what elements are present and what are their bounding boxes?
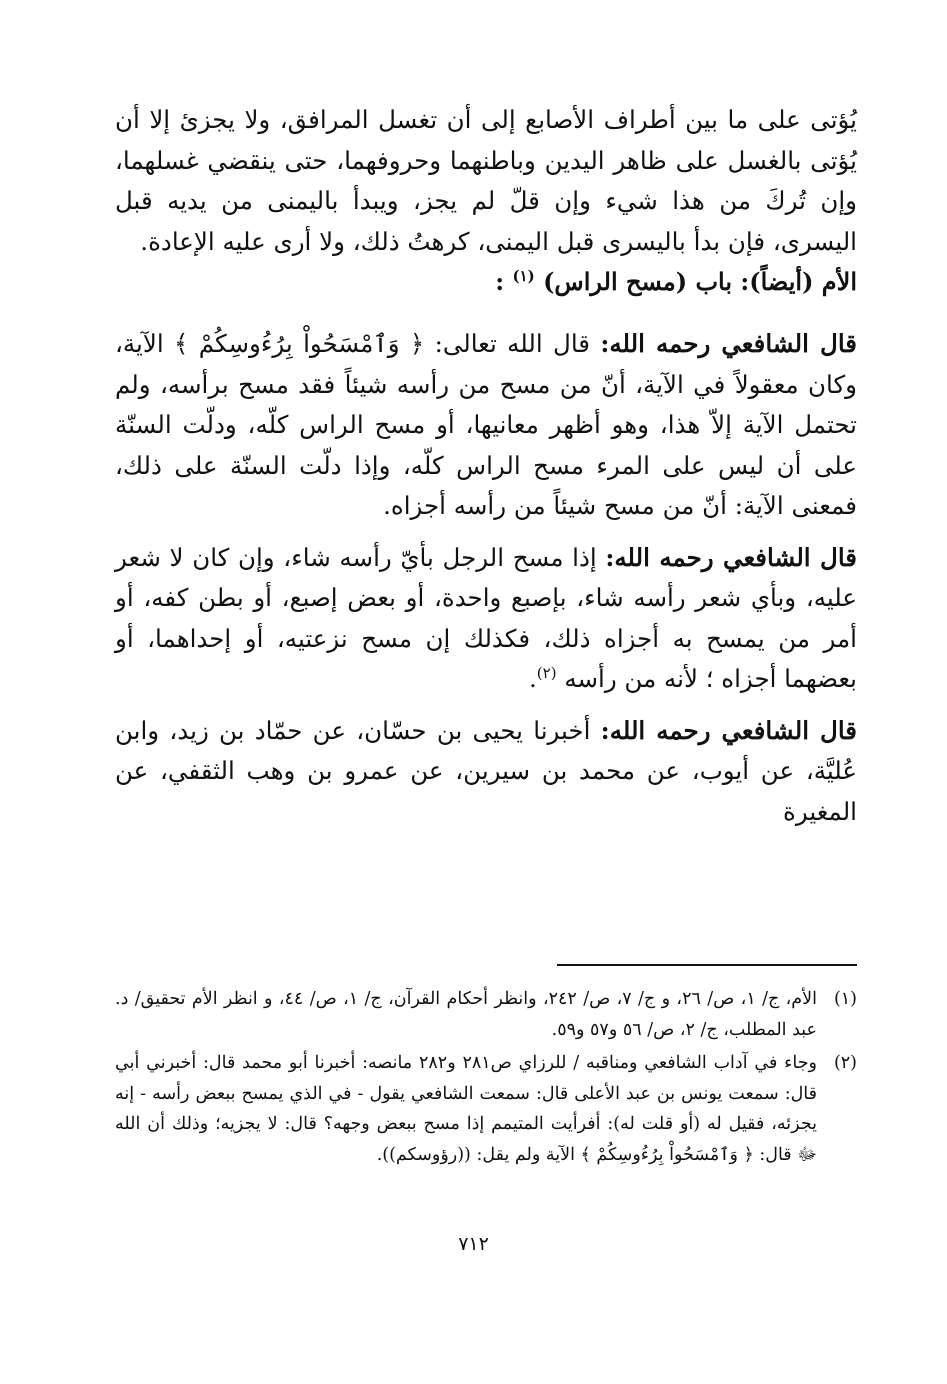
paragraph-text: قال الله تعالى: ﴿ وَٱمْسَحُواْ بِرُءُوسِكُمْ ﴾ الآية، وكان معقولاً في الآية، أنّ من مسح من رأسه شيئاً فقد مسح برأسه، ولم تحتمل الآية إلاّ هذا، وهو أظهر معانيها، أو مسح الراس كلّه، ودلّت السنّة على أن ليس على المرء مسح الراس كلّه، وإذا دلّت السنّة على ذلك، فمعنى الآية: أنّ من مسح شيئاً من رأسه أجزاه.	[115, 329, 857, 520]
footnote-number: (١)	[833, 989, 857, 1009]
footnote-ref-2[interactable]: (٢)	[536, 663, 557, 682]
footnote-separator	[557, 964, 857, 966]
section-heading	[115, 262, 857, 302]
paragraph-shafii-1	[115, 324, 857, 527]
footnote-1	[115, 984, 857, 1045]
footnote-text: الأم، ج/ ١، ص/ ٢٦، و ج/ ٧، ص/ ٢٤٢، وانظر أحكام القرآن، ج/ ١، ص/ ٤٤، و انظر الأم تحقيق/ د. عبد المطلب، ج/ ٢، ص/ ٥٦ و٥٧ و٥٩.	[115, 989, 817, 1040]
main-text	[115, 100, 857, 832]
page-number: ٧١٢	[458, 1233, 489, 1255]
paragraph-shafii-3	[115, 711, 857, 833]
footnote-ref-1[interactable]: (١)	[512, 267, 535, 285]
paragraph-text: إذا مسح الرجل بأيّ رأسه شاء، وإن كان لا شعر عليه، وبأي شعر رأسه شاء، بإصبع واحدة، أو بعض إصبع، أو بطن كفه، أو أمر من يمسح به أجزاه ذلك، فكذلك إن مسح نزعتيه، أو إحداهما، أو بعضهما أجزاه ؛ لأنه من رأسه	[115, 542, 857, 693]
paragraph-text: أخبرنا يحيى بن حسّان، عن حمّاد بن زيد، وابن عُليَّة، عن أيوب، عن محمد بن سيرين، عن عمرو بن وهب الثقفي، عن المغيرة	[115, 715, 857, 826]
footnotes	[115, 984, 857, 1173]
paragraph-shafii-2	[115, 538, 857, 700]
section-heading-colon: :	[495, 267, 505, 296]
section-heading-title: الأم (أيضاً): باب (مسح الراس)	[543, 267, 857, 296]
footnote-2	[115, 1048, 857, 1170]
speaker-label: قال الشافعي رحمه الله:	[600, 329, 857, 358]
speaker-label: قال الشافعي رحمه الله:	[600, 715, 857, 745]
footnote-text: وجاء في آداب الشافعي ومناقبه / للرزاي ص٢٨١ و٢٨٢ مانصه: أخبرنا أبو محمد قال: أخبرني أبي قال: سمعت يونس بن عبد الأعلى قال: سمعت الشافعي يقول - في الذي يمسح ببعض رأسه - إنه يجزئه، فقيل له (أو قلت له): أفرأيت المتيمم إذا مسح ببعض وجهه؟ قال: لا يجزيه؛ وذلك أن الله ﷻ قال: ﴿ وَٱمْسَحُواْ بِرُءُوسِكُمْ ﴾ الآية ولم يقل: ((رؤوسكم)).	[115, 1053, 817, 1165]
paragraph-wudu-hands: يُؤتى على ما بين أطراف الأصابع إلى أن تغسل المرافق، ولا يجزئ إلا أن يُؤتى بالغسل على ظاهر اليدين وباطنهما وحروفهما، حتى ينقضي غسلهما، وإن تُركَ من هذا شيء وإن قلّ لم يجز، ويبدأ باليمنى من يديه قبل اليسرى، فإن بدأ باليسرى قبل اليمنى، كرهتُ ذلك، ولا أرى عليه الإعادة.	[115, 105, 857, 256]
speaker-label: قال الشافعي رحمه الله:	[605, 542, 857, 572]
paragraph-end-mark: .	[528, 664, 537, 693]
footnote-number: (٢)	[833, 1053, 857, 1073]
